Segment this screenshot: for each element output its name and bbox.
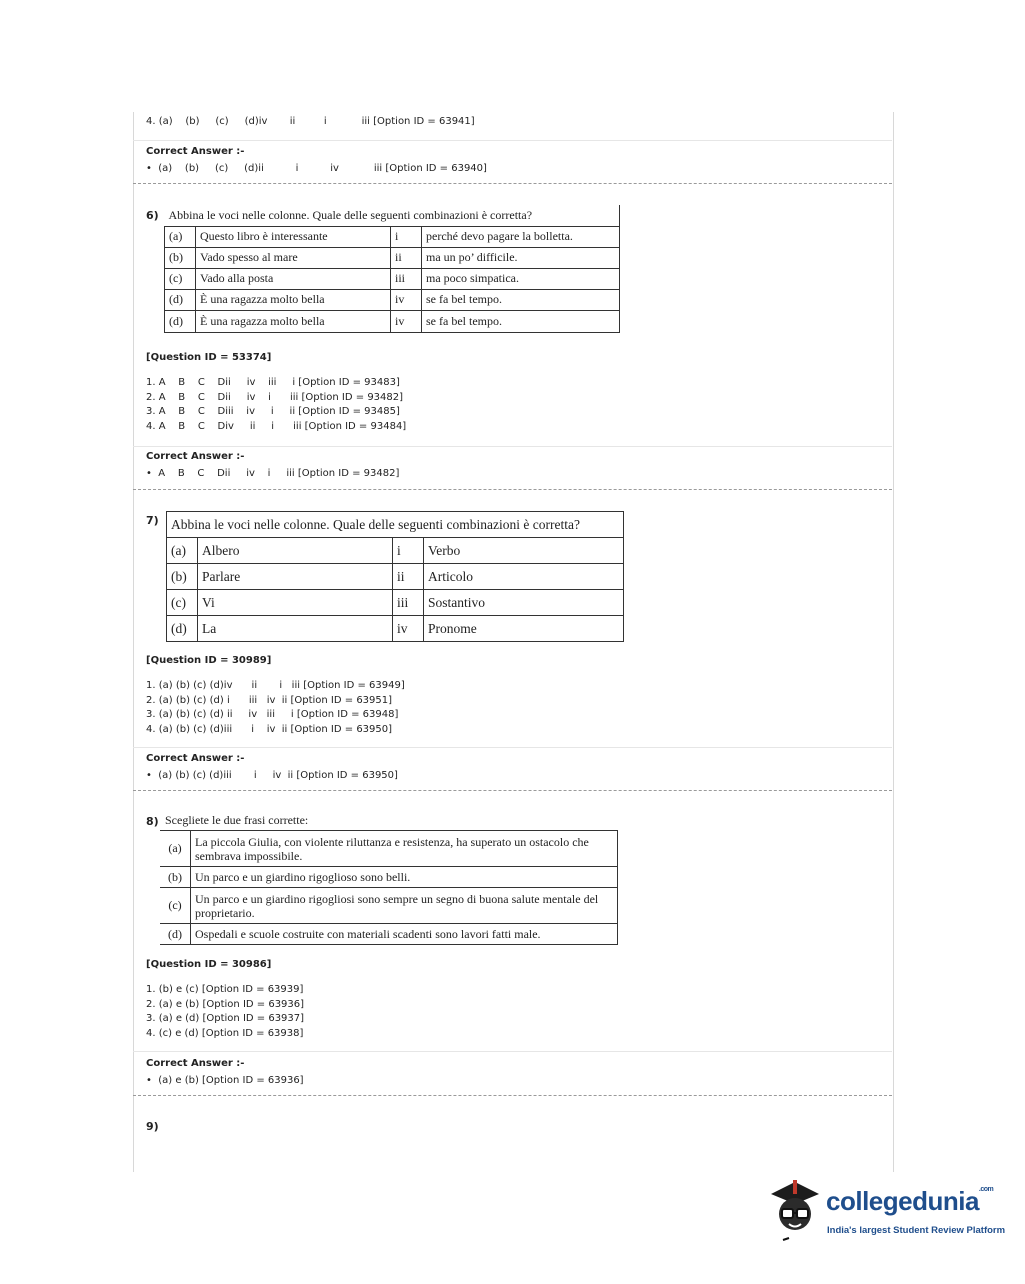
q6-row-label: (b) — [165, 247, 196, 268]
q8-row-label: (a) — [160, 831, 191, 867]
q7-option: 2. (a) (b) (c) (d) i iii iv ii [Option ID = 63951] — [146, 694, 393, 706]
q7-row-item: Albero — [198, 538, 393, 564]
q7-row-numeral: ii — [393, 564, 424, 590]
q7-option: 1. (a) (b) (c) (d)iv ii i iii [Option ID = 63949] — [146, 680, 405, 691]
q6-option: 1. A B C Dii iv iii i [Option ID = 93483] — [146, 377, 400, 388]
q8-sentence-table — [160, 830, 618, 945]
q7-row-item: Vi — [198, 590, 393, 616]
q6-table-row — [165, 310, 620, 332]
q8-table-row — [160, 867, 618, 888]
q6-row-numeral: iv — [391, 310, 422, 332]
q8-option: 3. (a) e (d) [Option ID = 63937] — [146, 1013, 305, 1024]
q8-option: 1. (b) e (c) [Option ID = 63939] — [146, 984, 304, 995]
q6-row-item: Questo libro è interessante — [196, 226, 391, 247]
divider — [133, 1051, 892, 1052]
q6-number: 6) — [146, 209, 159, 222]
q6-row-label: (c) — [165, 268, 196, 289]
q8-table-row — [160, 888, 618, 924]
q6-option: 4. A B C Div ii i iii [Option ID = 93484] — [146, 420, 407, 432]
question-separator — [133, 790, 892, 791]
q6-row-match: ma un po’ difficile. — [422, 247, 620, 268]
q8-table-row — [160, 831, 618, 867]
q7-row-label: (c) — [167, 590, 198, 616]
q8-correct-text: (a) e (b) [Option ID = 63936] — [158, 1075, 304, 1086]
q7-table-header: Abbina le voci nelle colonne. Quale delle seguenti combinazioni è corretta? — [167, 512, 624, 538]
q5-correct-answer: • (a) (b) (c) (d)ii i iv iii [Option ID = 63940] — [146, 163, 487, 174]
divider — [133, 747, 892, 748]
q7-row-item: Parlare — [198, 564, 393, 590]
q6-row-item: Vado alla posta — [196, 268, 391, 289]
q7-table-row — [167, 616, 624, 642]
q7-row-match: Articolo — [424, 564, 624, 590]
q7-correct-label: Correct Answer :- — [146, 753, 245, 764]
q8-prompt: Scegliete le due frasi corrette: — [165, 813, 309, 827]
q5-option-4: 4. (a) (b) (c) (d)iv ii i iii [Option ID = 63941] — [146, 116, 475, 127]
q7-table-row — [167, 564, 624, 590]
question-separator — [133, 183, 892, 184]
q8-row-sentence: La piccola Giulia, con violente riluttanza e resistenza, ha superato un ostacolo che sembrava impossibile. — [191, 831, 618, 867]
q7-option: 4. (a) (b) (c) (d)iii i iv ii [Option ID = 63950] — [146, 723, 393, 735]
logo-brand-text: collegedunia — [826, 1186, 979, 1216]
q6-row-item: È una ragazza molto bella — [196, 289, 391, 310]
q6-option: 3. A B C Diii iv i ii [Option ID = 93485] — [146, 406, 400, 417]
q7-question-id: [Question ID = 30989] — [146, 655, 272, 666]
q6-row-label: (d) — [165, 289, 196, 310]
q6-table-row — [165, 226, 620, 247]
q6-table-row — [165, 268, 620, 289]
question-separator — [133, 1095, 892, 1096]
q8-correct-answer: • (a) e (b) [Option ID = 63936] — [146, 1075, 304, 1086]
q8-row-label: (c) — [160, 888, 191, 924]
q6-table-row — [165, 289, 620, 310]
q6-question-id: [Question ID = 53374] — [146, 352, 272, 363]
q6-row-label: (d) — [165, 310, 196, 332]
q7-row-match: Pronome — [424, 616, 624, 642]
q6-row-match: se fa bel tempo. — [422, 289, 620, 310]
q8-option: 2. (a) e (b) [Option ID = 63936] — [146, 998, 305, 1010]
question-separator — [133, 489, 892, 490]
q6-row-match: ma poco simpatica. — [422, 268, 620, 289]
q7-row-match: Verbo — [424, 538, 624, 564]
q6-row-item: Vado spesso al mare — [196, 247, 391, 268]
q5-correct-text: (a) (b) (c) (d)ii i iv iii [Option ID = 63940] — [158, 163, 487, 174]
q6-option: 2. A B C Dii iv i iii [Option ID = 93482] — [146, 391, 404, 403]
q6-row-numeral: iii — [391, 268, 422, 289]
logo-suffix: .com — [978, 1186, 994, 1193]
q7-number: 7) — [146, 514, 159, 527]
q6-correct-text: A B C Dii iv i iii [Option ID = 93482] — [158, 468, 400, 479]
q6-correct-label: Correct Answer :- — [146, 451, 245, 462]
q6-correct-answer: • A B C Dii iv i iii [Option ID = 93482] — [146, 468, 400, 479]
q5-correct-label: Correct Answer :- — [146, 146, 245, 157]
q6-row-numeral: iv — [391, 289, 422, 310]
q6-match-table — [164, 205, 620, 333]
q6-row-numeral: ii — [391, 247, 422, 268]
q7-row-label: (a) — [167, 538, 198, 564]
q8-number: 8) — [146, 815, 159, 828]
q6-table-header: Abbina le voci nelle colonne. Quale delle seguenti combinazioni è corretta? — [165, 205, 620, 226]
divider — [133, 446, 892, 447]
q8-row-label: (d) — [160, 924, 191, 945]
q6-row-label: (a) — [165, 226, 196, 247]
q7-table-row — [167, 590, 624, 616]
logo-tagline: India's largest Student Review Platform — [827, 1225, 1006, 1236]
q7-row-numeral: iii — [393, 590, 424, 616]
q8-question-id: [Question ID = 30986] — [146, 959, 272, 970]
q7-correct-text: (a) (b) (c) (d)iii i iv ii [Option ID = 63950] — [158, 770, 398, 781]
q7-row-match: Sostantivo — [424, 590, 624, 616]
q7-row-numeral: i — [393, 538, 424, 564]
logo-mascot-icon — [765, 1176, 825, 1246]
q7-row-numeral: iv — [393, 616, 424, 642]
divider — [133, 140, 892, 141]
q8-row-label: (b) — [160, 867, 191, 888]
q6-row-item: È una ragazza molto bella — [196, 310, 391, 332]
q8-option: 4. (c) e (d) [Option ID = 63938] — [146, 1027, 304, 1039]
q7-row-label: (b) — [167, 564, 198, 590]
q7-row-item: La — [198, 616, 393, 642]
q7-match-table — [166, 511, 624, 642]
q6-row-match: se fa bel tempo. — [422, 310, 620, 332]
q9-number: 9) — [146, 1120, 159, 1133]
q6-table-row — [165, 247, 620, 268]
q7-row-label: (d) — [167, 616, 198, 642]
q8-row-sentence: Ospedali e scuole costruite con materiali scadenti sono lavori fatti male. — [191, 924, 618, 945]
q8-row-sentence: Un parco e un giardino rigogliosi sono sempre un segno di buona salute mentale del proprietario. — [191, 888, 618, 924]
q6-row-match: perché devo pagare la bolletta. — [422, 226, 620, 247]
q8-table-row — [160, 924, 618, 945]
q8-correct-label: Correct Answer :- — [146, 1058, 245, 1069]
q8-row-sentence: Un parco e un giardino rigoglioso sono belli. — [191, 867, 618, 888]
logo-brand — [826, 1186, 993, 1217]
q7-option: 3. (a) (b) (c) (d) ii iv iii i [Option ID = 63948] — [146, 709, 399, 720]
q7-correct-answer: • (a) (b) (c) (d)iii i iv ii [Option ID = 63950] — [146, 770, 398, 781]
q7-table-row — [167, 538, 624, 564]
q6-row-numeral: i — [391, 226, 422, 247]
